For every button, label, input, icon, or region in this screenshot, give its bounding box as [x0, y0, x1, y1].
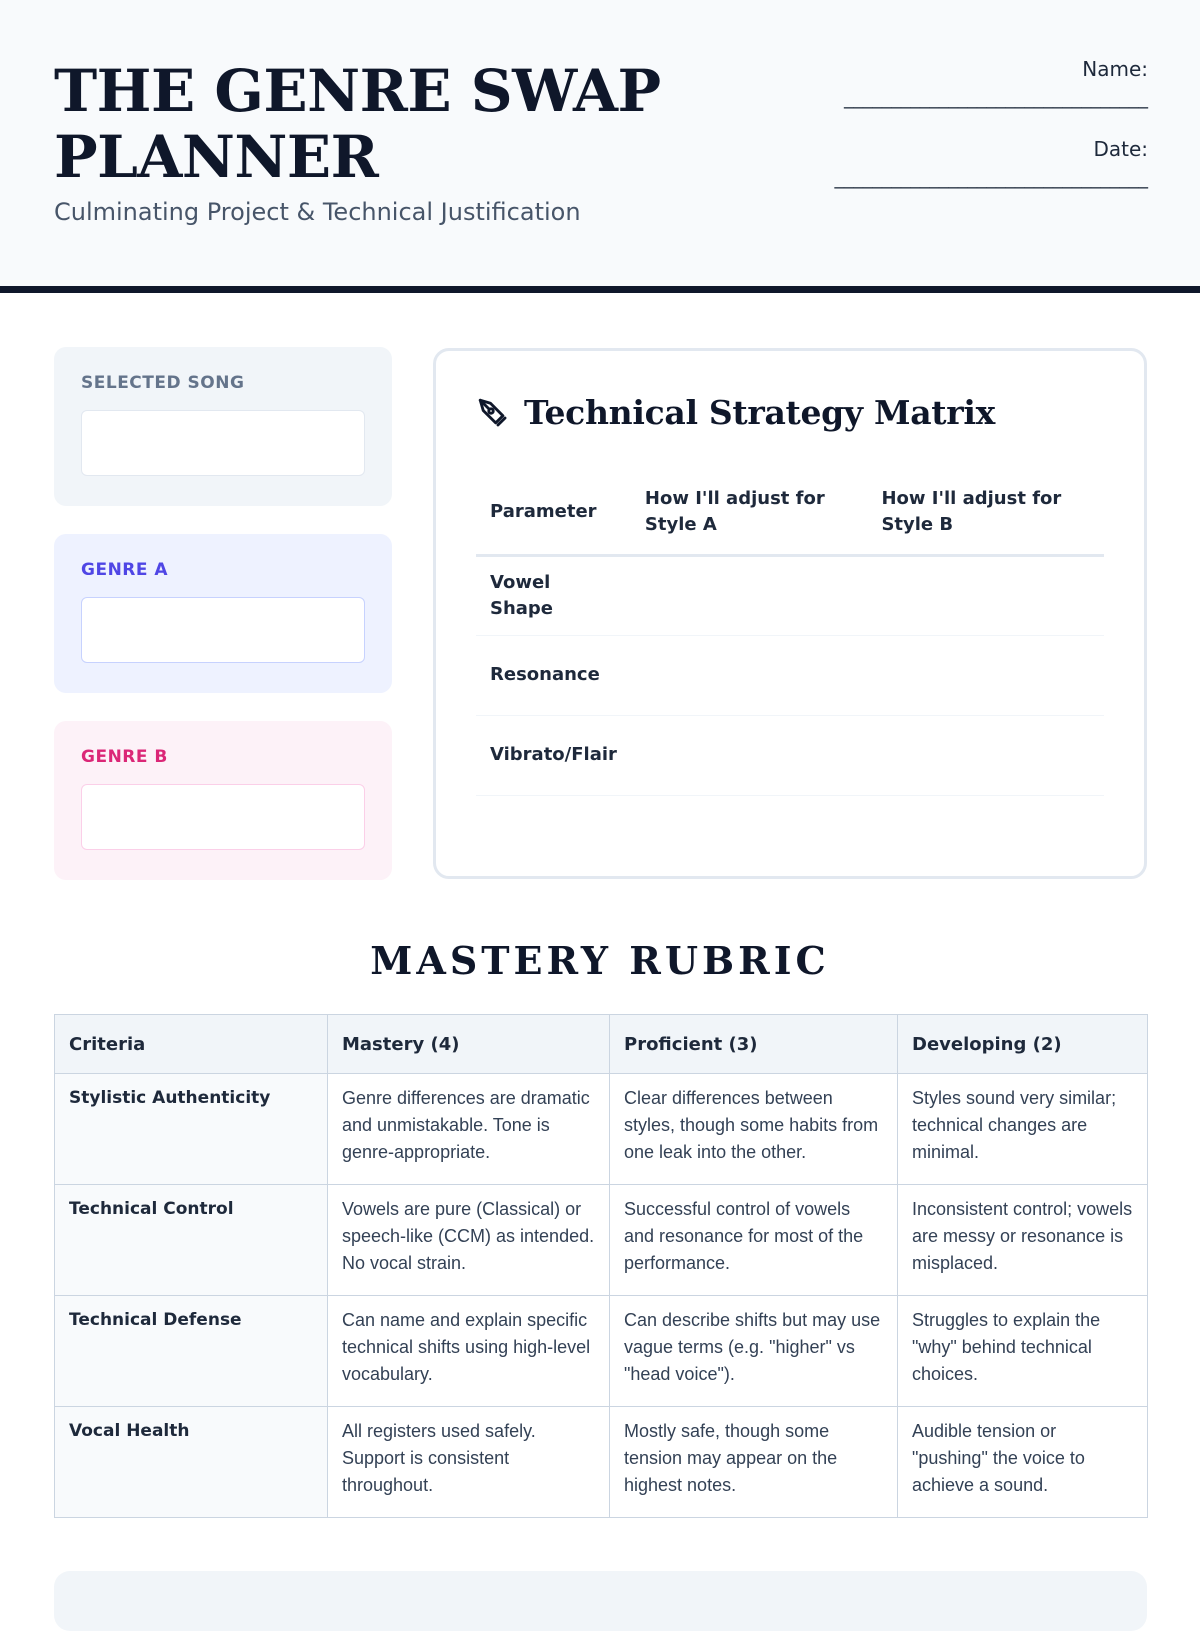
title-line-2: PLANNER [54, 123, 379, 191]
matrix-style-a-cell[interactable] [631, 635, 868, 715]
page-header [0, 0, 1200, 293]
matrix-style-b-cell[interactable] [867, 715, 1104, 795]
name-label: Name: [1082, 57, 1148, 81]
matrix-parameter: Vibrato/Flair [476, 715, 631, 795]
matrix-title [476, 393, 995, 432]
rubric-mastery: Can name and explain specific technical shifts using high-level vocabulary. [328, 1296, 610, 1407]
matrix-style-b-cell[interactable] [867, 635, 1104, 715]
matrix-title-text: Technical Strategy Matrix [524, 393, 995, 432]
technical-strategy-matrix [433, 348, 1147, 879]
rubric-row [55, 1185, 1148, 1296]
rubric-criteria: Vocal Health [55, 1407, 328, 1518]
rubric-header-mastery: Mastery (4) [328, 1015, 610, 1074]
genre-b-card [54, 721, 392, 880]
rubric-header-developing: Developing (2) [898, 1015, 1148, 1074]
rubric-developing: Inconsistent control; vowels are messy or resonance is misplaced. [898, 1185, 1148, 1296]
matrix-header-style-b: How I'll adjust for Style B [867, 471, 1104, 555]
name-field[interactable] [844, 57, 1148, 109]
rubric-proficient: Mostly safe, though some tension may appear on the highest notes. [610, 1407, 898, 1518]
matrix-style-a-cell[interactable] [631, 555, 868, 635]
rubric-table [54, 1014, 1148, 1518]
matrix-parameter: Vowel Shape [476, 555, 631, 635]
selected-song-card [54, 347, 392, 506]
matrix-row [476, 635, 1104, 715]
name-line[interactable]: ________________________________ [844, 87, 1148, 109]
rubric-header-criteria: Criteria [55, 1015, 328, 1074]
rubric-row [55, 1296, 1148, 1407]
matrix-table [476, 471, 1104, 796]
date-line[interactable]: _________________________________ [834, 167, 1148, 189]
rubric-proficient: Successful control of vowels and resonance for most of the performance. [610, 1185, 898, 1296]
matrix-style-b-cell[interactable] [867, 555, 1104, 635]
rubric-mastery: Vowels are pure (Classical) or speech-like (CCM) as intended. No vocal strain. [328, 1185, 610, 1296]
rubric-header-row [55, 1015, 1148, 1074]
date-field[interactable] [835, 137, 1149, 189]
pen-nib-icon [476, 396, 510, 430]
rubric-developing: Styles sound very similar; technical changes are minimal. [898, 1074, 1148, 1185]
genre-a-input[interactable] [81, 597, 365, 663]
page-title [54, 58, 674, 190]
matrix-parameter: Resonance [476, 635, 631, 715]
rubric-proficient: Can describe shifts but may use vague terms (e.g. "higher" vs "head voice"). [610, 1296, 898, 1407]
matrix-row [476, 555, 1104, 635]
rubric-title: MASTERY RUBRIC [370, 938, 830, 983]
genre-a-card [54, 534, 392, 693]
matrix-header-style-a: How I'll adjust for Style A [631, 471, 868, 555]
rubric-developing: Struggles to explain the "why" behind technical choices. [898, 1296, 1148, 1407]
rubric-mastery: All registers used safely. Support is consistent throughout. [328, 1407, 610, 1518]
genre-a-label: GENRE A [81, 560, 169, 580]
selected-song-input[interactable] [81, 410, 365, 476]
matrix-row [476, 715, 1104, 795]
genre-b-label: GENRE B [81, 747, 168, 767]
matrix-header-row [476, 471, 1104, 555]
matrix-header-parameter: Parameter [476, 471, 631, 555]
rubric-proficient: Clear differences between styles, though some habits from one leak into the other. [610, 1074, 898, 1185]
rubric-mastery: Genre differences are dramatic and unmistakable. Tone is genre-appropriate. [328, 1074, 610, 1185]
rubric-row [55, 1074, 1148, 1185]
date-label: Date: [1093, 137, 1148, 161]
rubric-criteria: Technical Control [55, 1185, 328, 1296]
selected-song-label: SELECTED SONG [81, 373, 245, 393]
bottom-panel [54, 1571, 1147, 1631]
title-line-1: THE GENRE SWAP [54, 57, 661, 125]
page-subtitle: Culminating Project & Technical Justification [54, 198, 581, 226]
rubric-header-proficient: Proficient (3) [610, 1015, 898, 1074]
rubric-criteria: Technical Defense [55, 1296, 328, 1407]
rubric-developing: Audible tension or "pushing" the voice to achieve a sound. [898, 1407, 1148, 1518]
rubric-criteria: Stylistic Authenticity [55, 1074, 328, 1185]
rubric-row [55, 1407, 1148, 1518]
matrix-style-a-cell[interactable] [631, 715, 868, 795]
genre-b-input[interactable] [81, 784, 365, 850]
